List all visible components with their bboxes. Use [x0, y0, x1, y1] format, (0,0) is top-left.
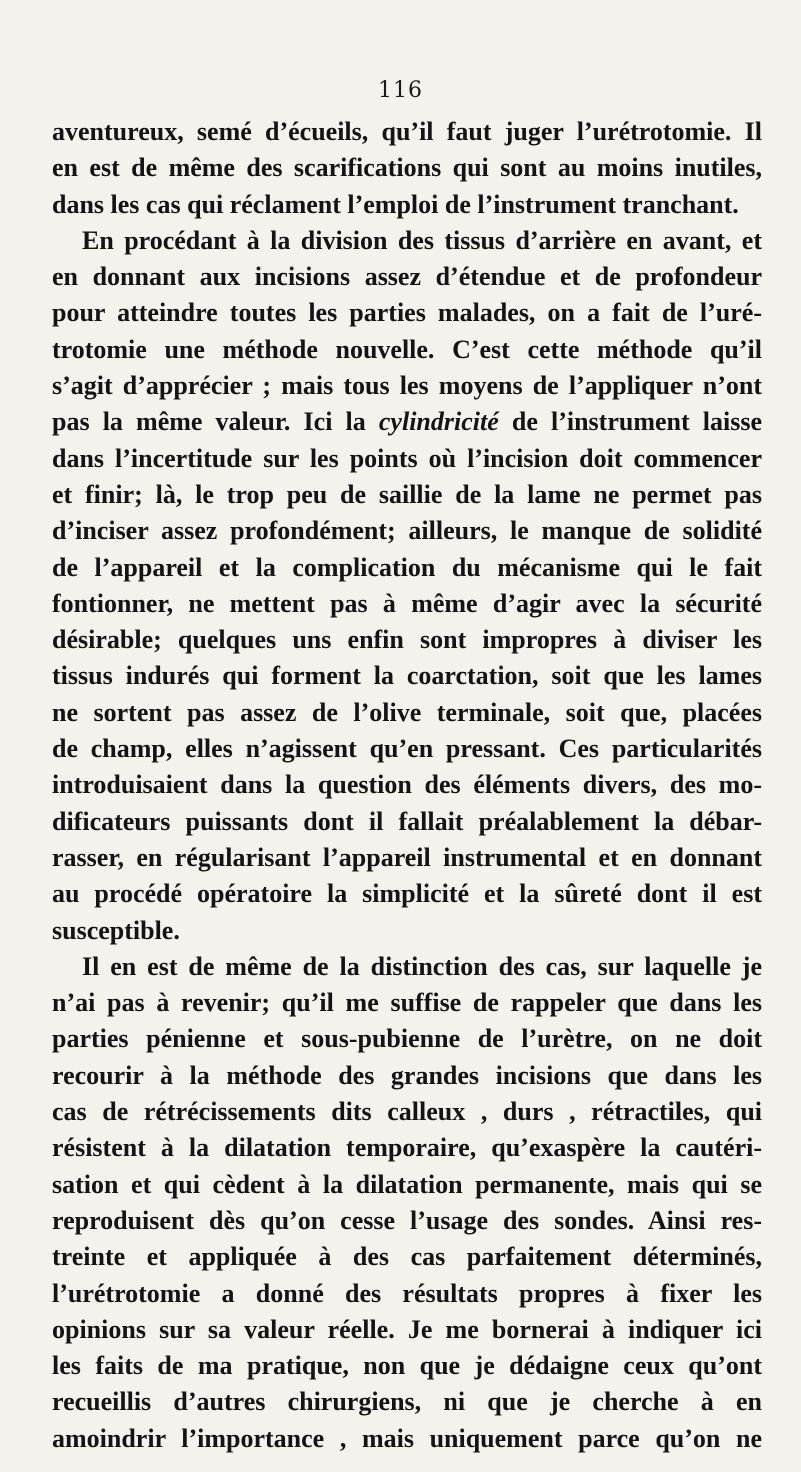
text-line: en est de même des scarifications qui sont au moins inutiles, [52, 153, 762, 183]
text-line: En procédant à la division des tissus d’arrière en avant, et [82, 225, 762, 255]
text-fragment: pas la même valeur. Ici la [52, 407, 379, 437]
italic-term: cylindricité [378, 407, 499, 437]
text-line: au procédé opératoire la simplicité et la sûreté dont il est [52, 879, 762, 909]
page-number: 116 [378, 78, 423, 103]
text-line: l’urétrotomie a donné des résultats propres à fixer les [52, 1278, 762, 1308]
text-line: les faits de ma pratique, non que je dédaigne ceux qu’ont [52, 1351, 762, 1381]
text-line: résistent à la dilatation temporaire, qu’exaspère la cautéri- [52, 1133, 762, 1163]
text-line: ne sortent pas assez de l’olive terminale, soit que, placées [52, 697, 762, 727]
text-line [52, 404, 762, 440]
text-line: Il en est de même de la distinction des cas, sur laquelle je [82, 951, 762, 981]
body-text [52, 114, 762, 1457]
text-line: désirable; quelques uns enfin sont impropres à diviser les [52, 625, 762, 655]
text-line: trotomie une méthode nouvelle. C’est cette méthode qu’il [52, 334, 762, 364]
text-line: opinions sur sa valeur réelle. Je me bornerai à indiquer ici [52, 1314, 762, 1344]
text-line: parties pénienne et sous-pubienne de l’urètre, on ne doit [52, 1024, 762, 1054]
text-line: tissus indurés qui forment la coarctation, soit que les lames [52, 661, 762, 691]
text-line: pour atteindre toutes les parties malades, on a fait de l’uré- [52, 298, 762, 328]
text-line: fontionner, ne mettent pas à même d’agir avec la sécurité [52, 588, 762, 618]
text-line: s’agit d’apprécier ; mais tous les moyens de l’appliquer n’ont [52, 371, 762, 401]
text-line: rasser, en régularisant l’appareil instrumental et en donnant [52, 842, 762, 872]
text-line: d’inciser assez profondément; ailleurs, le manque de solidité [52, 516, 762, 546]
text-line: introduisaient dans la question des éléments divers, des mo- [52, 770, 762, 800]
text-line: et finir; là, le trop peu de saillie de la lame ne permet pas [52, 479, 762, 509]
text-line: amoindrir l’importance , mais uniquement parce qu’on ne [52, 1423, 762, 1453]
text-line: recourir à la méthode des grandes incisions que dans les [52, 1060, 762, 1090]
text-fragment: de l’instrument laisse [498, 407, 762, 437]
text-line: aventureux, semé d’écueils, qu’il faut juger l’urétrotomie. Il [52, 117, 762, 146]
text-line: treinte et appliquée à des cas parfaitement déterminés, [52, 1242, 762, 1272]
text-line: dans l’incertitude sur les points où l’incision doit commencer [52, 443, 762, 473]
text-line: de l’appareil et la complication du mécanisme qui le fait [52, 552, 762, 582]
text-line: n’ai pas à revenir; qu’il me suffise de rappeler que dans les [52, 988, 762, 1018]
text-line: de champ, elles n’agissent qu’en pressant. Ces particularités [52, 734, 762, 764]
text-line: dans les cas qui réclament l’emploi de l’instrument tranchant. [52, 189, 739, 219]
text-line: dificateurs puissants dont il fallait préalablement la débar- [52, 806, 762, 836]
text-line: reproduisent dès qu’on cesse l’usage des sondes. Ainsi res- [52, 1205, 762, 1235]
text-line: sation et qui cèdent à la dilatation permanente, mais qui se [52, 1169, 762, 1199]
text-line: susceptible. [52, 915, 180, 945]
text-line: recueillis d’autres chirurgiens, ni que je cherche à en [52, 1387, 762, 1417]
text-line: en donnant aux incisions assez d’étendue et de profondeur [52, 262, 762, 292]
text-line: cas de rétrécissements dits calleux , durs , rétractiles, qui [52, 1097, 762, 1127]
